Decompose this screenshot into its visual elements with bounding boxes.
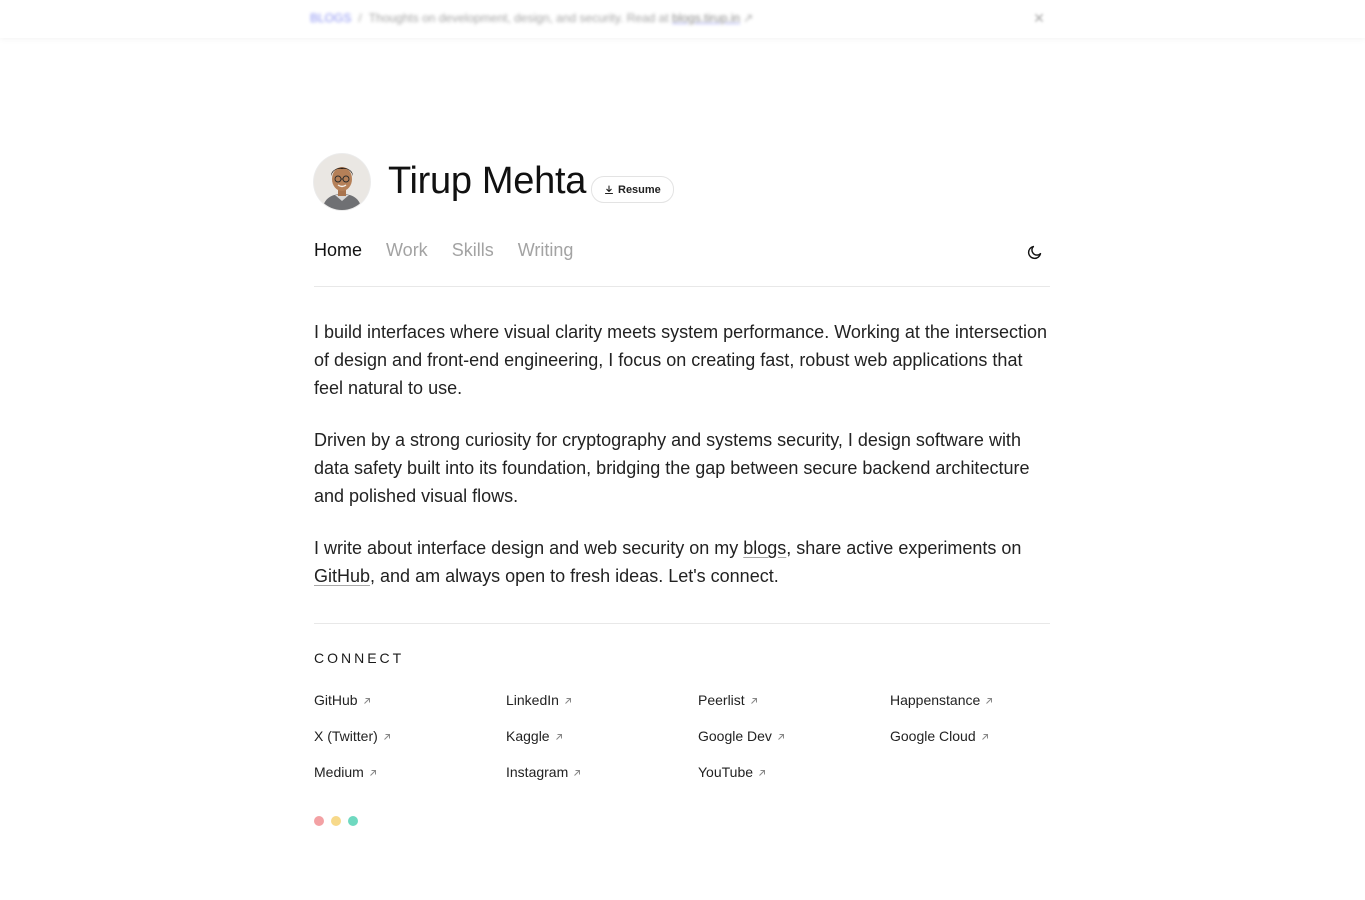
link-label: Instagram [506,764,569,780]
banner-arrow-icon: ↗ [743,11,754,25]
writing-text-1: I write about interface design and web security on my [314,538,744,558]
arrow-up-right-icon [369,769,377,777]
yellow-dot [331,816,341,826]
announcement-banner [0,0,1365,38]
decorative-dots [314,816,358,826]
link-peerlist[interactable] [698,692,890,728]
link-youtube[interactable] [698,764,890,800]
download-icon [604,185,614,195]
nav-item-home[interactable]: Home [314,240,363,260]
connect-divider [314,623,1050,624]
resume-button[interactable] [591,176,674,203]
avatar-portrait [314,154,370,210]
red-dot [314,816,324,826]
connect-heading: CONNECT [314,650,405,666]
nav-item-skills[interactable]: Skills [451,240,494,260]
link-label: Google Cloud [890,728,976,744]
link-label: Medium [314,764,364,780]
nav-divider [314,286,1050,287]
link-label: Happenstance [890,692,981,708]
arrow-up-right-icon [750,697,758,705]
arrow-up-right-icon [981,733,989,741]
link-label: Google Dev [698,728,772,744]
banner-tag: BLOGS [310,11,352,25]
main-nav [314,240,573,261]
link-label: Kaggle [506,728,550,744]
green-dot [348,816,358,826]
connect-links [314,692,1050,800]
banner-text: Thoughts on development, design, and security. Read at [368,11,669,25]
arrow-up-right-icon [777,733,785,741]
page-title: Tirup Mehta [388,160,587,202]
nav-item-writing[interactable]: Writing [517,240,574,260]
nav-item-work[interactable]: Work [386,240,428,260]
arrow-up-right-icon [573,769,581,777]
resume-label: Resume [618,183,661,196]
intro-paragraph: I build interfaces where visual clarity meets system performance. Working at the intersection of design and front-end engineering, I focus on creating fast, robust web applications that feel natural to use. [314,322,1047,398]
link-label: GitHub [314,692,358,708]
link-linkedin[interactable] [506,692,698,728]
link-google-dev[interactable] [698,728,890,764]
arrow-up-right-icon [985,697,993,705]
link-label: Peerlist [698,692,745,708]
link-google-cloud[interactable] [890,728,1050,764]
arrow-up-right-icon [564,697,572,705]
blogs-link[interactable]: blogs [743,538,787,558]
link-label: YouTube [698,764,754,780]
security-paragraph: Driven by a strong curiosity for cryptography and systems security, I design software with data safety built into its foundation, bridging the gap between secure backend architecture and polished visual flows. [314,430,1030,506]
arrow-up-right-icon [363,697,371,705]
link-kaggle[interactable] [506,728,698,764]
writing-text-3: , and am always open to fresh ideas. Let's connect. [370,566,779,586]
banner-content [310,11,753,25]
arrow-up-right-icon [758,769,766,777]
theme-toggle-button[interactable] [1024,241,1046,263]
link-github[interactable] [314,692,506,728]
link-x-twitter[interactable] [314,728,506,764]
link-label: X (Twitter) [314,728,378,744]
banner-separator: / [358,11,362,25]
link-label: LinkedIn [506,692,559,708]
github-link[interactable]: GitHub [314,566,371,586]
link-instagram[interactable] [506,764,698,800]
writing-paragraph [314,534,1050,590]
link-medium[interactable] [314,764,506,800]
writing-text-2: , share active experiments on [786,538,1022,558]
avatar [314,154,370,210]
arrow-up-right-icon [383,733,391,741]
close-icon[interactable]: ✕ [1033,10,1045,26]
banner-link[interactable]: blogs.tirup.in [672,11,741,25]
arrow-up-right-icon [555,733,563,741]
link-happenstance[interactable] [890,692,1050,728]
moon-icon [1027,244,1043,260]
